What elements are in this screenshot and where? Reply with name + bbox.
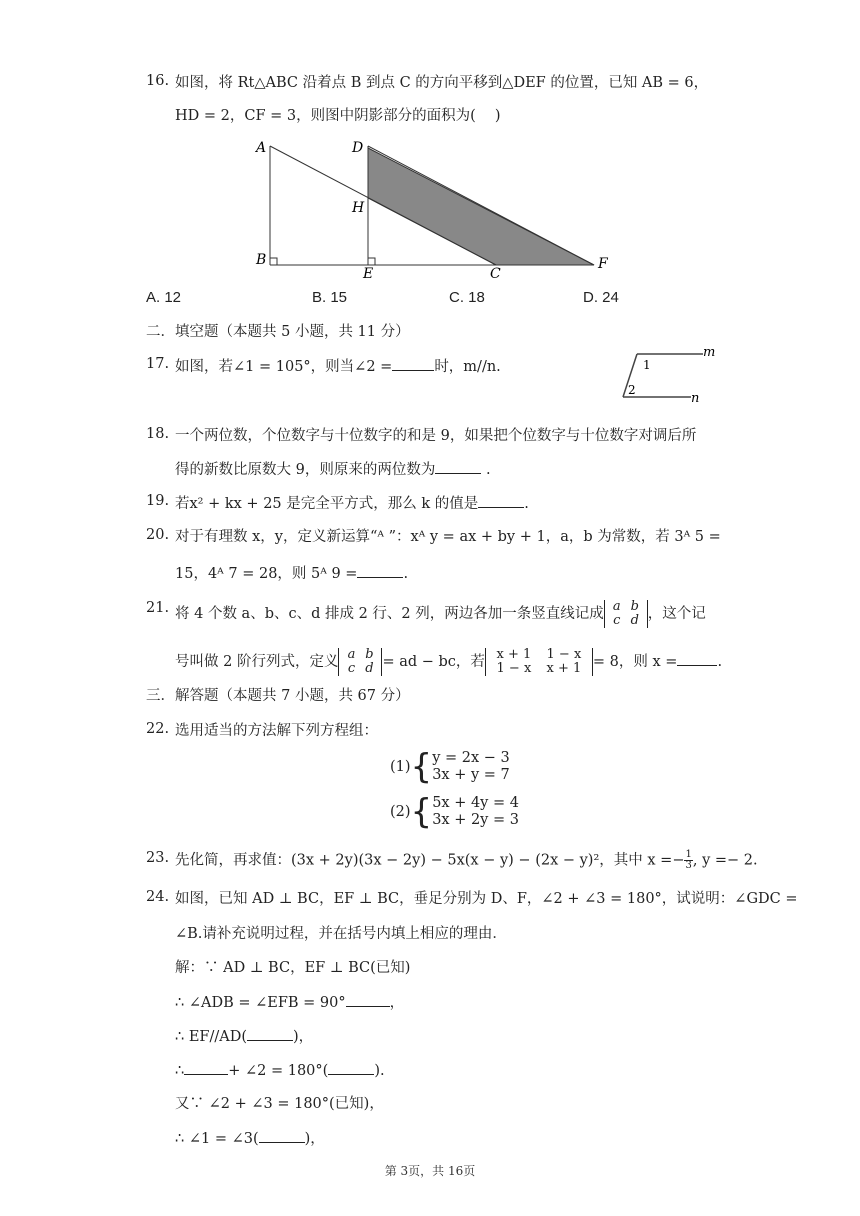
q22-system-1: (1){y = 2x − 3 3x + y = 7	[390, 747, 510, 787]
q24-line1: 如图，已知 AD ⊥ BC，EF ⊥ BC，垂足分别为 D、F，∠2 + ∠3 = 180°，试说明：∠GDC =	[175, 891, 798, 907]
angle-1-label: 1	[643, 358, 651, 372]
q24-blank-3	[184, 1060, 228, 1075]
q24-blank-1	[346, 992, 390, 1007]
q18-line2: 得的新数比原数大 9，则原来的两位数为 .	[175, 459, 491, 480]
label-m: m	[703, 345, 715, 360]
q16-option-b: B. 15	[312, 289, 348, 306]
q24-step4: ∴ + ∠2 = 180°( ).	[175, 1060, 385, 1081]
q19-number: 19.	[146, 493, 170, 509]
q21-line2: 号叫做 2 阶行列式，定义 a b c d = ad − bc，若 x + 1 1 − x 1 − x x + 1 = 8，则 x = .	[175, 647, 723, 676]
label-H: H	[352, 200, 365, 216]
q24-number: 24.	[146, 889, 170, 905]
q24-blank-2	[247, 1026, 293, 1041]
label-E: E	[363, 266, 374, 280]
q23-fraction: $\frac{1}{3}$	[685, 849, 692, 871]
q18-line1: 一个两位数，个位数字与十位数字的和是 9，如果把个位数字与十位数字对调后所	[175, 428, 697, 444]
q17-number: 17.	[146, 356, 170, 372]
q24-step5: 又∵ ∠2 + ∠3 = 180°(已知)，	[175, 1096, 384, 1112]
q24-step1: 解：∵ AD ⊥ BC，EF ⊥ BC(已知)	[175, 960, 411, 976]
q20-line1: 对于有理数 x，y，定义新运算“ᴬ ”：xᴬ y = ax + by + 1，a，b 为常数，若 3ᴬ 5 =	[175, 529, 721, 545]
q17-figure	[615, 342, 715, 406]
label-F: F	[598, 256, 608, 272]
label-B: B	[256, 252, 267, 268]
q16-number: 16.	[146, 73, 170, 89]
section-solve-header: 三．解答题（本题共 7 小题，共 67 分）	[146, 688, 410, 704]
q23-number: 23.	[146, 850, 170, 866]
q24-step3: ∴ EF//AD( )，	[175, 1026, 313, 1047]
q18-answer-blank	[435, 459, 481, 474]
q20-number: 20.	[146, 527, 170, 543]
q21-determinant-notation: a b c d	[604, 600, 648, 628]
q21-line1: 将 4 个数 a、b、c、d 排成 2 行、2 列，两边各加一条竖直线记成 a b c d ，这个记	[175, 599, 706, 628]
q16-line2: HD = 2，CF = 3，则图中阴影部分的面积为( )	[175, 108, 501, 124]
q24-blank-5	[259, 1128, 305, 1143]
q21-answer-blank	[677, 651, 717, 666]
q22-number: 22.	[146, 721, 170, 737]
q16-figure	[250, 134, 620, 280]
q24-blank-4	[328, 1060, 374, 1075]
q21-number: 21.	[146, 600, 170, 616]
q24-step6: ∴ ∠1 = ∠3( )，	[175, 1128, 325, 1149]
q23-text: 先化简，再求值：(3x + 2y)(3x − 2y) − 5x(x − y) − (2x − y)²，其中 x =− $\frac{1}{3}$ , y =− 2.	[175, 849, 758, 871]
label-n: n	[691, 391, 700, 406]
q21-determinant-definition: a b c d	[338, 648, 382, 676]
q19-text: 若x² + kx + 25 是完全平方式，那么 k 的值是 .	[175, 493, 529, 514]
angle-2-label: 2	[628, 383, 636, 397]
q20-line2: 15，4ᴬ 7 = 28，则 5ᴬ 9 = .	[175, 563, 408, 584]
page-footer: 第 3页，共 16页	[384, 1164, 476, 1178]
q16-line1: 如图，将 Rt△ABC 沿着点 B 到点 C 的方向平移到△DEF 的位置，已知 AB = 6，	[175, 75, 709, 91]
q24-step2: ∴ ∠ADB = ∠EFB = 90° ，	[175, 992, 404, 1013]
q22-system-2: (2){5x + 4y = 4 3x + 2y = 3	[390, 792, 519, 832]
label-A: A	[256, 140, 267, 156]
label-D: D	[352, 140, 364, 156]
q22-text: 选用适当的方法解下列方程组：	[175, 723, 378, 739]
q16-option-a: A. 12	[146, 289, 182, 306]
label-C: C	[490, 266, 501, 280]
q16-option-c: C. 18	[449, 289, 485, 306]
section-fill-in-header: 二．填空题（本题共 5 小题，共 11 分）	[146, 324, 410, 340]
q21-determinant-equation: x + 1 1 − x 1 − x x + 1	[485, 648, 593, 676]
q17-answer-blank	[392, 356, 434, 371]
q24-line2: ∠B.请补充说明过程，并在括号内填上相应的理由．	[175, 926, 507, 942]
q18-number: 18.	[146, 426, 170, 442]
q17-text: 如图，若∠1 = 105°，则当∠2 = 时，m//n.	[175, 356, 501, 377]
q16-option-d: D. 24	[583, 289, 619, 306]
q19-answer-blank	[478, 493, 524, 508]
q20-answer-blank	[357, 563, 403, 578]
